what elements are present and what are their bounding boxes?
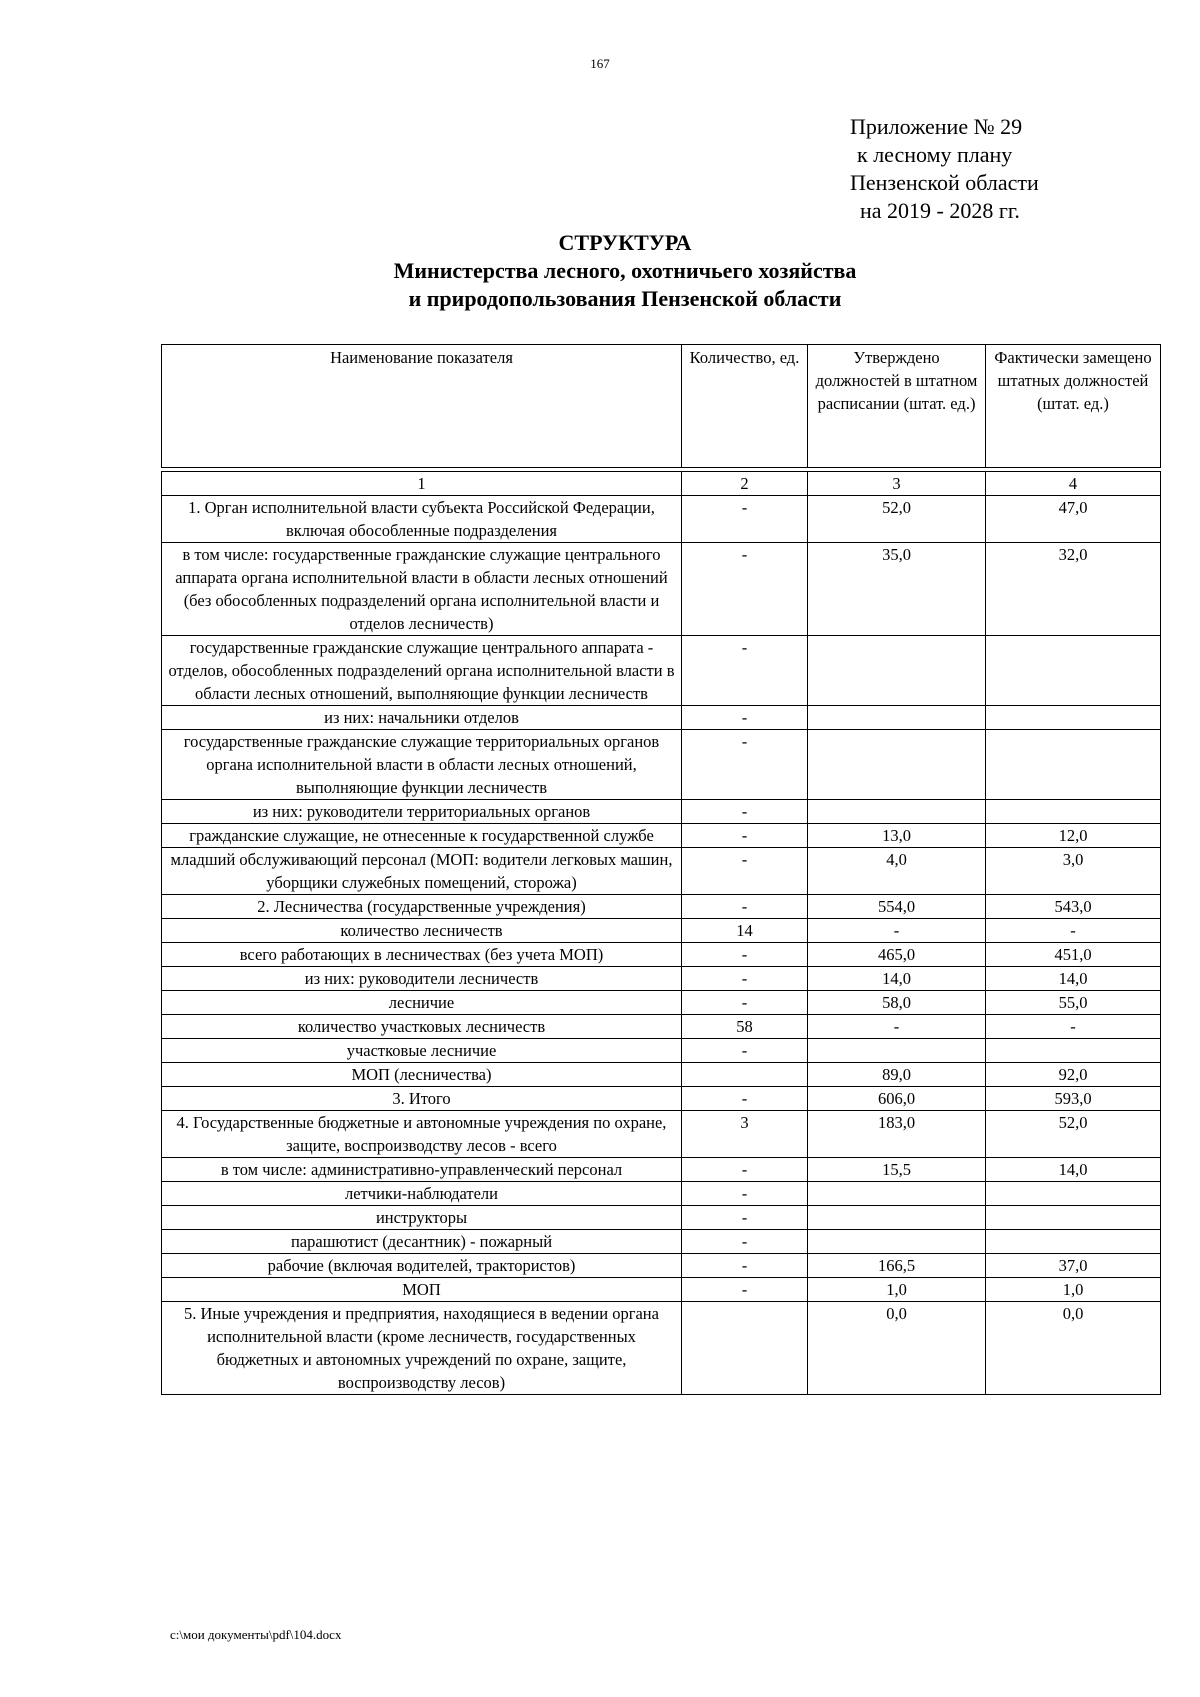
cell-name: 3. Итого [162,1087,682,1111]
appendix-line-1: Приложение № 29 [850,114,1023,139]
cell-qty: - [682,730,808,800]
cell-qty: - [682,636,808,706]
cell-qty [682,1063,808,1087]
structure-table [161,471,1161,1395]
table-header [161,344,1161,468]
cell-filled [986,1206,1161,1230]
cell-approved [808,636,986,706]
table-row [162,967,1161,991]
document-title [0,229,1200,313]
title-line-2: Министерства лесного, охотничьего хозяйства [393,258,857,283]
title-line-1: СТРУКТУРА [558,230,692,255]
cell-filled [986,706,1161,730]
cell-name: 2. Лесничества (государственные учреждения) [162,895,682,919]
table-row [162,1254,1161,1278]
cell-approved: 183,0 [808,1111,986,1158]
cell-qty: - [682,496,808,543]
table-row [162,848,1161,895]
cell-filled: 55,0 [986,991,1161,1015]
cell-qty: - [682,1230,808,1254]
cell-filled: 543,0 [986,895,1161,919]
cell-filled: 47,0 [986,496,1161,543]
cell-name: количество лесничеств [162,919,682,943]
cell-qty: 58 [682,1015,808,1039]
cell-qty: - [682,1206,808,1230]
cell-qty: - [682,1182,808,1206]
table-row [162,730,1161,800]
table-row [162,1063,1161,1087]
table-row [162,895,1161,919]
table-row [162,1206,1161,1230]
cell-name: 5. Иные учреждения и предприятия, находящиеся в ведении органа исполнительной власти (кроме лесничеств, государственных бюджетных и автономных учреждений по охране, защите, воспроизводству лесов) [162,1302,682,1395]
table-row [162,943,1161,967]
cell-filled: 593,0 [986,1087,1161,1111]
cell-filled: 14,0 [986,967,1161,991]
cell-filled [986,636,1161,706]
cell-filled: - [986,919,1161,943]
cell-name: всего работающих в лесничествах (без учета МОП) [162,943,682,967]
cell-qty: - [682,1039,808,1063]
cell-approved: 15,5 [808,1158,986,1182]
appendix-line-2: к лесному плану [857,142,1013,167]
header-approved: Утверждено должностей в штатном расписании (штат. ед.) [808,345,986,468]
table-row [162,1158,1161,1182]
table-row [162,706,1161,730]
cell-filled: 451,0 [986,943,1161,967]
cell-approved: 166,5 [808,1254,986,1278]
table-row [162,824,1161,848]
table-row [162,1015,1161,1039]
cell-qty: - [682,848,808,895]
cell-filled: 32,0 [986,543,1161,636]
title-line-3: и природопользования Пензенской области [408,286,842,311]
header-qty: Количество, ед. [682,345,808,468]
header-name: Наименование показателя [162,345,682,468]
cell-filled: 12,0 [986,824,1161,848]
table-row [162,1182,1161,1206]
cell-approved: 52,0 [808,496,986,543]
table-row [162,1111,1161,1158]
table-row [162,800,1161,824]
cell-approved [808,1039,986,1063]
table-row [162,543,1161,636]
cell-approved: 14,0 [808,967,986,991]
cell-qty: 14 [682,919,808,943]
cell-name: 4. Государственные бюджетные и автономные учреждения по охране, защите, воспроизводству лесов - всего [162,1111,682,1158]
column-number: 3 [808,472,986,496]
cell-qty: - [682,967,808,991]
cell-qty: - [682,706,808,730]
column-number: 4 [986,472,1161,496]
cell-qty: - [682,1087,808,1111]
cell-approved: - [808,919,986,943]
cell-approved: - [808,1015,986,1039]
cell-qty: - [682,943,808,967]
cell-approved [808,1206,986,1230]
header-filled: Фактически замещено штатных должностей (штат. ед.) [986,345,1161,468]
table-row [162,1087,1161,1111]
cell-filled: - [986,1015,1161,1039]
table-row [162,496,1161,543]
cell-name: парашютист (десантник) - пожарный [162,1230,682,1254]
page-number: 167 [590,56,610,71]
cell-qty: - [682,1158,808,1182]
cell-qty [682,1302,808,1395]
cell-name: из них: руководители территориальных органов [162,800,682,824]
cell-approved: 0,0 [808,1302,986,1395]
cell-name: из них: начальники отделов [162,706,682,730]
cell-name: 1. Орган исполнительной власти субъекта Российской Федерации, включая обособленные подразделения [162,496,682,543]
cell-filled: 3,0 [986,848,1161,895]
column-number: 2 [682,472,808,496]
cell-filled: 92,0 [986,1063,1161,1087]
cell-filled: 52,0 [986,1111,1161,1158]
cell-name: лесничие [162,991,682,1015]
cell-filled [986,800,1161,824]
table-row [162,1278,1161,1302]
appendix-line-4: на 2019 - 2028 гг. [860,198,1020,223]
cell-qty: - [682,800,808,824]
table-row [162,1302,1161,1395]
cell-approved: 89,0 [808,1063,986,1087]
cell-filled [986,730,1161,800]
cell-qty: - [682,824,808,848]
cell-approved: 13,0 [808,824,986,848]
table-row [162,636,1161,706]
cell-qty: - [682,895,808,919]
appendix-line-3: Пензенской области [850,170,1039,195]
cell-name: государственные гражданские служащие территориальных органов органа исполнительной власти в области лесных отношений, выполняющие функции лесничеств [162,730,682,800]
table-row [162,1039,1161,1063]
table-row [162,919,1161,943]
table-row [162,991,1161,1015]
cell-qty: - [682,1254,808,1278]
cell-approved [808,730,986,800]
cell-approved: 58,0 [808,991,986,1015]
cell-name: в том числе: административно-управленческий персонал [162,1158,682,1182]
cell-qty: 3 [682,1111,808,1158]
cell-name: летчики-наблюдатели [162,1182,682,1206]
column-number-row [162,472,1161,496]
cell-approved: 35,0 [808,543,986,636]
cell-filled [986,1230,1161,1254]
cell-qty: - [682,543,808,636]
cell-name: количество участковых лесничеств [162,1015,682,1039]
cell-approved [808,1182,986,1206]
cell-filled: 14,0 [986,1158,1161,1182]
cell-name: в том числе: государственные гражданские служащие центрального аппарата органа исполнительной власти в области лесных отношений (без обособленных подразделений органа исполнительной власти и отделов лесничеств) [162,543,682,636]
cell-qty: - [682,1278,808,1302]
cell-filled: 0,0 [986,1302,1161,1395]
cell-name: младший обслуживающий персонал (МОП: водители легковых машин, уборщики служебных помещений, сторожа) [162,848,682,895]
cell-filled [986,1039,1161,1063]
cell-name: государственные гражданские служащие центрального аппарата - отделов, обособленных подразделений органа исполнительной власти в области лесных отношений, выполняющие функции лесничеств [162,636,682,706]
cell-approved [808,800,986,824]
cell-filled: 1,0 [986,1278,1161,1302]
cell-name: инструкторы [162,1206,682,1230]
cell-name: МОП [162,1278,682,1302]
cell-approved: 606,0 [808,1087,986,1111]
cell-qty: - [682,991,808,1015]
cell-approved: 1,0 [808,1278,986,1302]
cell-approved [808,1230,986,1254]
cell-name: участковые лесничие [162,1039,682,1063]
cell-filled: 37,0 [986,1254,1161,1278]
cell-name: гражданские служащие, не отнесенные к государственной службе [162,824,682,848]
file-path-footer: c:\мои документы\pdf\104.docx [170,1627,342,1642]
cell-name: МОП (лесничества) [162,1063,682,1087]
cell-name: из них: руководители лесничеств [162,967,682,991]
column-number: 1 [162,472,682,496]
cell-name: рабочие (включая водителей, трактористов) [162,1254,682,1278]
cell-approved: 4,0 [808,848,986,895]
cell-approved: 554,0 [808,895,986,919]
cell-filled [986,1182,1161,1206]
table-row [162,1230,1161,1254]
cell-approved: 465,0 [808,943,986,967]
cell-approved [808,706,986,730]
appendix-note [850,113,1180,225]
